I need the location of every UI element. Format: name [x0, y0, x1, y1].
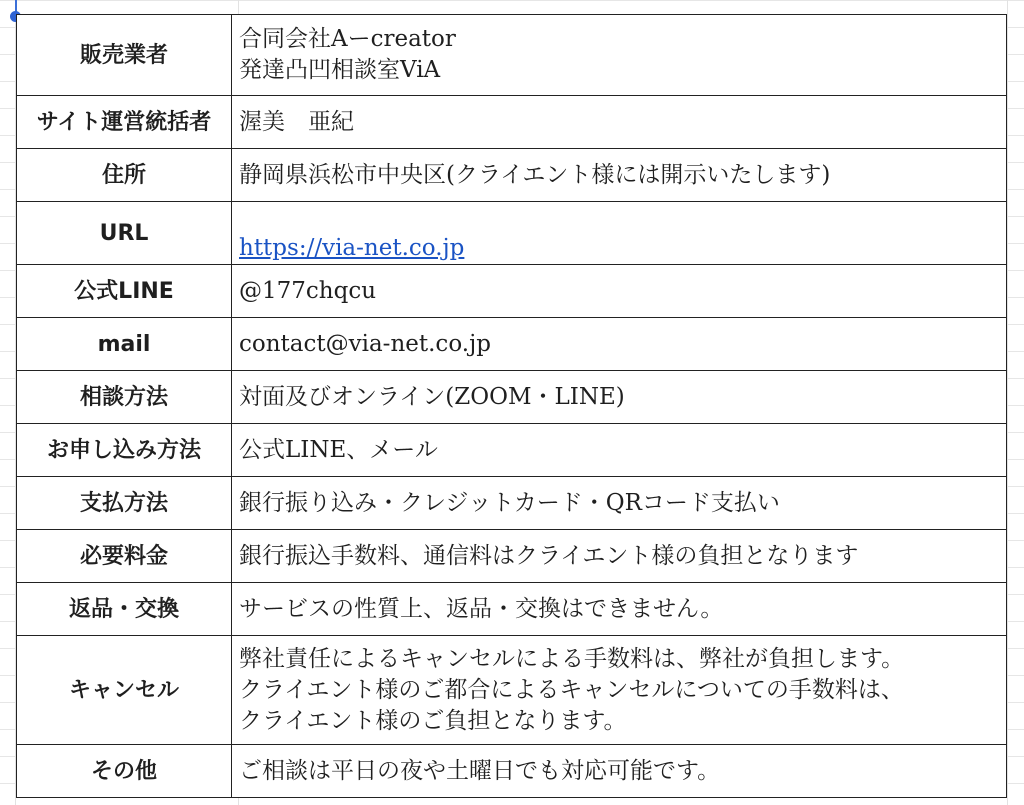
row-value-payment-method[interactable]: 銀行振り込み・クレジットカード・QRコード支払い — [232, 477, 1007, 530]
table-row — [17, 745, 1007, 798]
row-label-line[interactable]: 公式LINE — [17, 265, 232, 318]
table-row — [17, 15, 1007, 96]
row-label-other[interactable]: その他 — [17, 745, 232, 798]
row-label-address[interactable]: 住所 — [17, 149, 232, 202]
table-row — [17, 265, 1007, 318]
row-value-line[interactable]: @177chqcu — [232, 265, 1007, 318]
row-label-consultation-method[interactable]: 相談方法 — [17, 371, 232, 424]
column-gridline — [1007, 0, 1008, 805]
website-link[interactable]: https://via-net.co.jp — [239, 235, 465, 261]
table-row — [17, 318, 1007, 371]
row-label-application-method[interactable]: お申し込み方法 — [17, 424, 232, 477]
row-value-consultation-method[interactable]: 対面及びオンライン(ZOOM・LINE) — [232, 371, 1007, 424]
row-label-cancellation[interactable]: キャンセル — [17, 636, 232, 745]
row-label-url[interactable]: URL — [17, 202, 232, 265]
row-value-seller[interactable]: 合同会社Aーcreator 発達凸凹相談室ViA — [232, 15, 1007, 96]
row-value-mail[interactable]: contact@via-net.co.jp — [232, 318, 1007, 371]
table-row — [17, 96, 1007, 149]
row-label-required-fees[interactable]: 必要料金 — [17, 530, 232, 583]
row-value-address[interactable]: 静岡県浜松市中央区(クライエント様には開示いたします) — [232, 149, 1007, 202]
table-row — [17, 636, 1007, 745]
row-value-site-manager[interactable]: 渥美 亜紀 — [232, 96, 1007, 149]
table-row — [17, 202, 1007, 265]
row-label-payment-method[interactable]: 支払方法 — [17, 477, 232, 530]
row-label-seller[interactable]: 販売業者 — [17, 15, 232, 96]
row-label-returns[interactable]: 返品・交換 — [17, 583, 232, 636]
table-row — [17, 477, 1007, 530]
table-row — [17, 583, 1007, 636]
table-row — [17, 530, 1007, 583]
table-row — [17, 424, 1007, 477]
row-value-returns[interactable]: サービスの性質上、返品・交換はできません。 — [232, 583, 1007, 636]
row-value-other[interactable]: ご相談は平日の夜や土曜日でも対応可能です。 — [232, 745, 1007, 798]
row-value-cancellation[interactable]: 弊社責任によるキャンセルによる手数料は、弊社が負担します。 クライエント様のご都合によるキャンセルについての手数料は、 クライエント様のご負担となります。 — [232, 636, 1007, 745]
row-value-required-fees[interactable]: 銀行振込手数料、通信料はクライエント様の負担となります — [232, 530, 1007, 583]
business-info-table — [16, 14, 1007, 798]
row-label-site-manager[interactable]: サイト運営統括者 — [17, 96, 232, 149]
row-label-mail[interactable]: mail — [17, 318, 232, 371]
row-value-application-method[interactable]: 公式LINE、メール — [232, 424, 1007, 477]
table-row — [17, 149, 1007, 202]
row-value-url[interactable] — [232, 202, 1007, 265]
table-row — [17, 371, 1007, 424]
